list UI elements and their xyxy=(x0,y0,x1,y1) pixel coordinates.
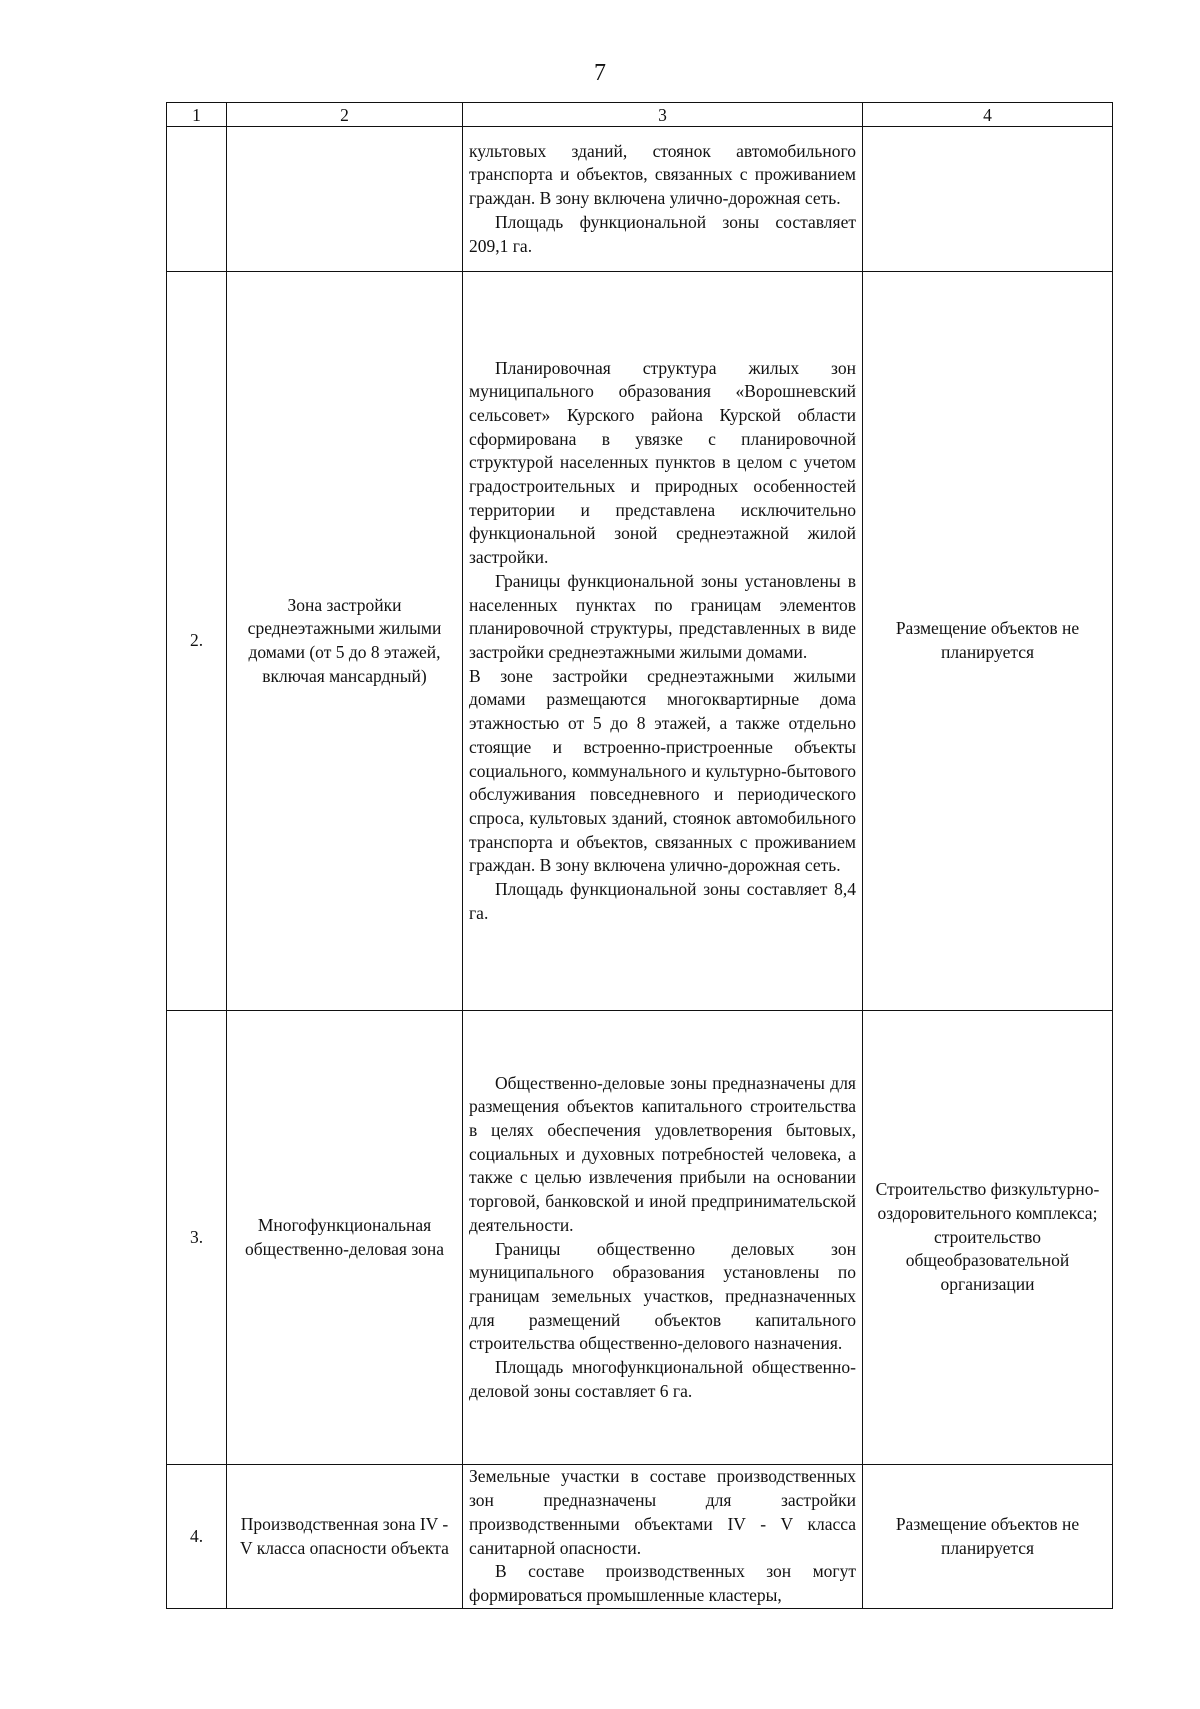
description-paragraph: Общественно-деловые зоны предназначены для размещения объектов капитального строительства в целях обеспечения удовлетворения бытовых, социальных и духовных потребностей человека, а также с целью извлечения прибыли на основании торговой, банковской и иной предпринимательской деятельности. xyxy=(469,1072,856,1235)
row-number xyxy=(167,127,227,272)
description-paragraph: В зоне застройки среднеэтажными жилыми домами размещаются многоквартирные дома этажностью от 5 до 8 этажей, а также отдельно стоящие и встроенно-пристроенные объекты социального, коммунального и культурно-бытового обслуживания повседневного и периодического спроса, культовых зданий, стоянок автомобильного транспорта и объектов, связанных с проживанием граждан. В зону включена улично-дорожная сеть. xyxy=(469,665,856,876)
page-number: 7 xyxy=(594,60,606,86)
row-number: 3. xyxy=(167,1011,227,1465)
description-paragraph: Площадь функциональной зоны составляет 8,4 га. xyxy=(469,879,856,923)
planned-objects: Размещение объектов не планируется xyxy=(863,272,1113,1011)
planned-objects: Строительство физкультурно-оздоровительного комплекса; строительство общеобразовательной организации xyxy=(863,1011,1113,1465)
zone-name: Зона застройки среднеэтажными жилыми домами (от 5 до 8 этажей, включая мансардный) xyxy=(227,272,463,1011)
table-header-row xyxy=(167,103,1113,127)
planned-objects xyxy=(863,127,1113,272)
row-number: 4. xyxy=(167,1465,227,1609)
header-cell-2: 2 xyxy=(227,103,463,127)
header-cell-4: 4 xyxy=(863,103,1113,127)
description-paragraph: культовых зданий, стоянок автомобильного транспорта и объектов, связанных с проживанием граждан. В зону включена улично-дорожная сеть. xyxy=(469,140,856,209)
description-paragraph: В составе производственных зон могут формироваться промышленные кластеры, xyxy=(469,1561,856,1605)
header-cell-3: 3 xyxy=(463,103,863,127)
zone-description xyxy=(463,1465,863,1609)
description-paragraph: Площадь многофункциональной общественно-деловой зоны составляет 6 га. xyxy=(469,1357,856,1401)
planned-objects: Размещение объектов не планируется xyxy=(863,1465,1113,1609)
row-number: 2. xyxy=(167,272,227,1011)
header-cell-1: 1 xyxy=(167,103,227,127)
zone-description xyxy=(463,272,863,1011)
zones-table xyxy=(166,102,1113,1609)
zone-name: Многофункциональная общественно-деловая зона xyxy=(227,1011,463,1465)
table-row xyxy=(167,1465,1113,1609)
zone-description xyxy=(463,127,863,272)
description-paragraph: Границы функциональной зоны установлены в населенных пунктах по границам элементов планировочной структуры, представленных в виде застройки среднеэтажными жилыми домами. xyxy=(469,570,856,662)
table-row xyxy=(167,272,1113,1011)
description-paragraph: Границы общественно деловых зон муниципального образования установлены по границам земельных участков, предназначенных для размещений объектов капитального строительства общественно-делового назначения. xyxy=(469,1238,856,1354)
zone-name: Производственная зона IV - V класса опасности объекта xyxy=(227,1465,463,1609)
description-paragraph: Планировочная структура жилых зон муниципального образования «Ворошневский сельсовет» Курского района Курской области сформирована в увязке с планировочной структурой населенных пунктов в целом с учетом градостроительных и природных особенностей территории и представлена исключительно функциональной зоной среднеэтажной жилой застройки. xyxy=(469,357,856,568)
zone-name xyxy=(227,127,463,272)
table-row xyxy=(167,127,1113,272)
description-paragraph: Земельные участки в составе производственных зон предназначены для застройки производственными объектами IV - V класса санитарной опасности. xyxy=(469,1466,856,1558)
table-row xyxy=(167,1011,1113,1465)
zone-description xyxy=(463,1011,863,1465)
description-paragraph: Площадь функциональной зоны составляет 209,1 га. xyxy=(469,211,856,256)
